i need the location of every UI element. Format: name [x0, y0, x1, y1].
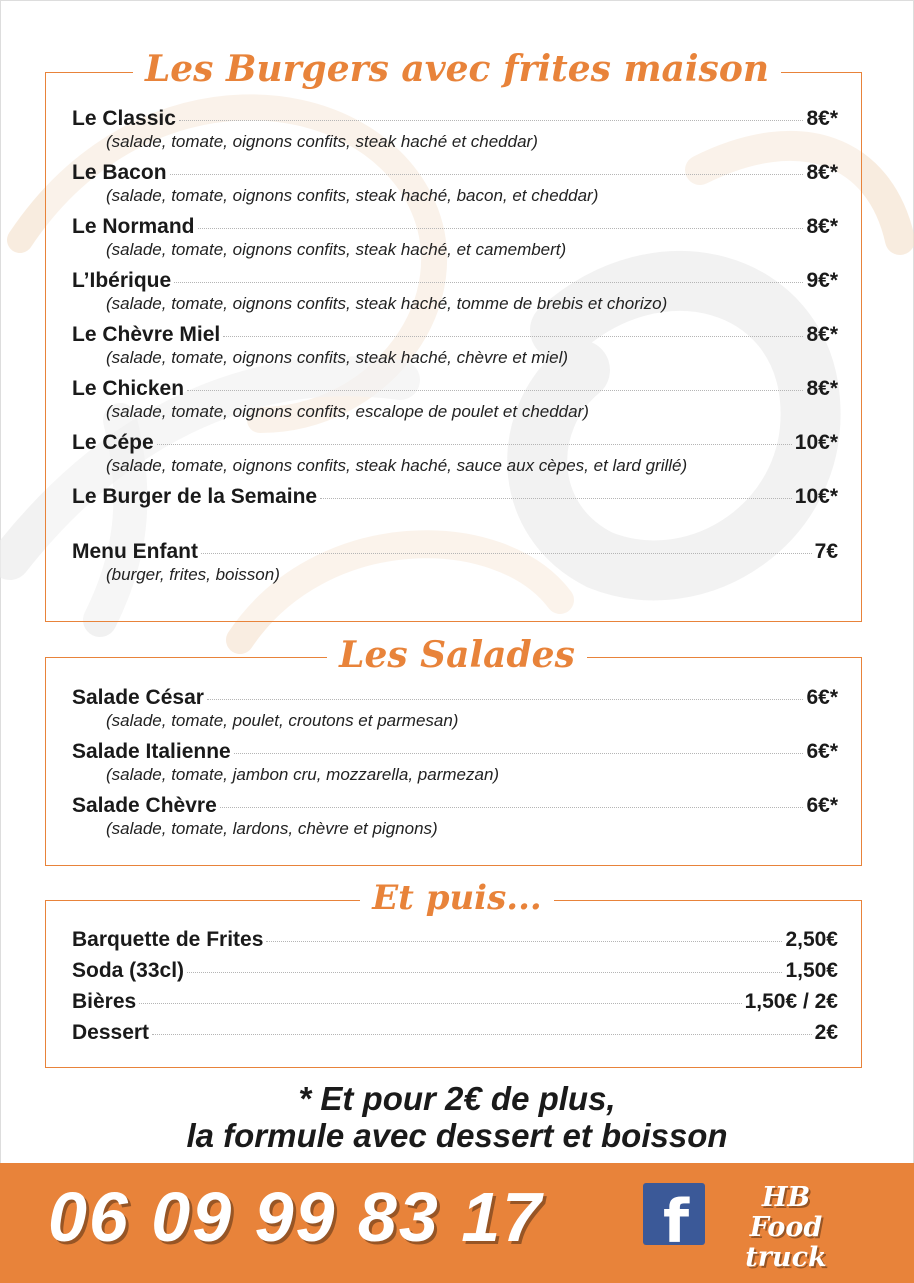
menu-item	[72, 959, 838, 983]
burgers-title: Les Burgers avec frites maison	[0, 48, 914, 90]
leader-dots	[198, 228, 804, 229]
menu-item	[72, 431, 838, 477]
item-name: Le Chicken	[72, 377, 185, 400]
item-price: 6€*	[806, 740, 838, 763]
item-name: Salade Italienne	[72, 740, 231, 763]
menu-item	[72, 161, 838, 207]
phone-number[interactable]: 06 09 99 83 17	[48, 1178, 544, 1256]
item-description: (salade, tomate, oignons confits, steak haché, tomme de brebis et chorizo)	[106, 294, 668, 313]
item-name: Salade César	[72, 686, 204, 709]
item-name: Soda (33cl)	[72, 959, 185, 982]
item-price: 10€*	[794, 431, 838, 454]
item-description: (salade, tomate, oignons confits, steak haché et cheddar)	[106, 132, 538, 151]
item-price: 10€*	[794, 485, 838, 508]
menu-item	[72, 323, 838, 369]
leader-dots	[152, 1034, 812, 1035]
item-price: 8€*	[806, 215, 838, 238]
leader-dots	[170, 174, 804, 175]
leader-dots	[266, 941, 782, 942]
item-description: (salade, tomate, oignons confits, steak haché, et camembert)	[106, 240, 567, 259]
extras-title: Et puis...	[0, 878, 914, 918]
leader-dots	[201, 553, 812, 554]
facebook-icon[interactable]	[643, 1183, 705, 1257]
menu-item	[72, 485, 838, 509]
menu-item	[72, 990, 838, 1014]
item-description: (salade, tomate, lardons, chèvre et pignons)	[106, 819, 438, 838]
item-price: 9€*	[806, 269, 838, 292]
item-name: Le Chèvre Miel	[72, 323, 221, 346]
leader-dots	[220, 807, 804, 808]
item-description: (salade, tomate, oignons confits, steak haché, bacon, et cheddar)	[106, 186, 599, 205]
leader-dots	[139, 1003, 741, 1004]
item-description: (salade, tomate, oignons confits, steak haché, chèvre et miel)	[106, 348, 569, 367]
item-description: (salade, tomate, oignons confits, steak haché, sauce aux cèpes, et lard grillé)	[106, 456, 688, 475]
brand-name	[716, 1183, 856, 1273]
item-price: 2,50€	[785, 928, 838, 951]
menu-item	[72, 215, 838, 261]
facebook-glyph: f	[663, 1187, 690, 1257]
brand-line-1: HB	[761, 1182, 811, 1213]
item-description: (salade, tomate, oignons confits, escalope de poulet et cheddar)	[106, 402, 589, 421]
item-name: Menu Enfant	[72, 540, 198, 563]
item-name: Le Normand	[72, 215, 195, 238]
item-price: 8€*	[806, 323, 838, 346]
item-name: Barquette de Frites	[72, 928, 264, 951]
leader-dots	[179, 120, 804, 121]
item-description: (burger, frites, boisson)	[106, 565, 280, 584]
menu-item	[72, 740, 838, 786]
leader-dots	[187, 972, 782, 973]
item-price: 6€*	[806, 686, 838, 709]
leader-dots	[157, 444, 792, 445]
footer-bar	[0, 1163, 914, 1283]
menu-item	[72, 1021, 838, 1045]
leader-dots	[187, 390, 803, 391]
item-name: L’Ibérique	[72, 269, 172, 292]
salades-title: Les Salades	[0, 634, 914, 676]
menu-item	[72, 107, 838, 153]
offer-note-line2: la formule avec dessert et boisson	[186, 1117, 728, 1154]
brand-line-2: Food truck	[745, 1212, 827, 1273]
item-name: Bières	[72, 990, 137, 1013]
item-price: 1,50€	[785, 959, 838, 982]
item-name: Dessert	[72, 1021, 150, 1044]
item-description: (salade, tomate, poulet, croutons et parmesan)	[106, 711, 459, 730]
item-name: Salade Chèvre	[72, 794, 217, 817]
leader-dots	[234, 753, 804, 754]
leader-dots	[174, 282, 803, 283]
menu-item	[72, 928, 838, 952]
leader-dots	[223, 336, 803, 337]
item-price: 8€*	[806, 377, 838, 400]
menu-item	[72, 794, 838, 840]
offer-note-line1: * Et pour 2€ de plus,	[298, 1080, 616, 1117]
item-price: 1,50€ / 2€	[744, 990, 838, 1013]
item-price: 8€*	[806, 161, 838, 184]
menu-item	[72, 686, 838, 732]
item-price: 2€	[814, 1021, 838, 1044]
item-name: Le Bacon	[72, 161, 167, 184]
item-price: 7€	[814, 540, 838, 563]
leader-dots	[207, 699, 804, 700]
menu-item	[72, 377, 838, 423]
item-name: Le Burger de la Semaine	[72, 485, 318, 508]
menu-item	[72, 269, 838, 315]
item-price: 8€*	[806, 107, 838, 130]
item-description: (salade, tomate, jambon cru, mozzarella, parmezan)	[106, 765, 500, 784]
item-price: 6€*	[806, 794, 838, 817]
leader-dots	[320, 498, 792, 499]
menu-item	[72, 540, 838, 586]
item-name: Le Classic	[72, 107, 176, 130]
item-name: Le Cépe	[72, 431, 154, 454]
